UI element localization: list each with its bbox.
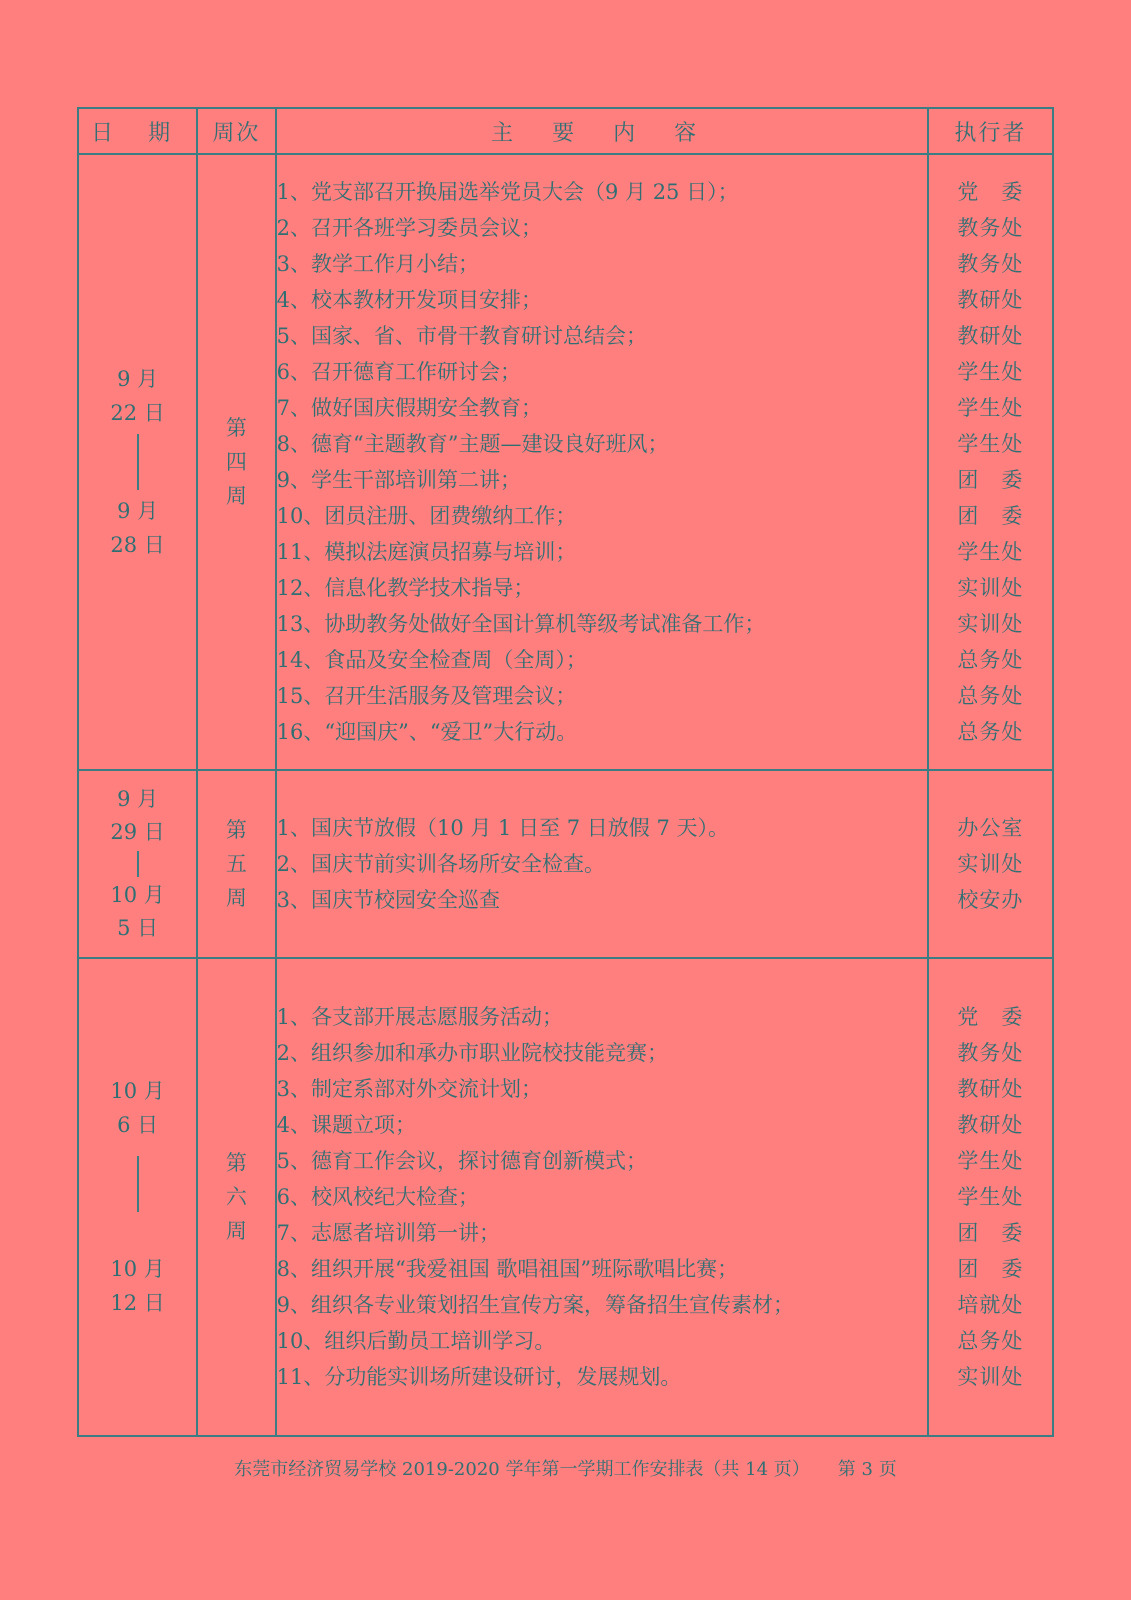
page-footer — [0, 1455, 1131, 1481]
items-cell — [276, 154, 928, 770]
week-cell — [197, 770, 275, 958]
week-char: 第 — [225, 818, 247, 842]
list-item: 12、信息化教学技术指导； — [276, 576, 535, 600]
date-start-day: 29 日 — [110, 820, 165, 844]
executor-cell — [928, 770, 1053, 958]
week-cell — [197, 958, 275, 1436]
executor: 教研处 — [957, 288, 1024, 312]
date-start-month: 10 月 — [110, 1079, 165, 1103]
list-item: 2、组织参加和承办市职业院校技能竞赛； — [276, 1041, 668, 1065]
list-item: 10、组织后勤员工培训学习。 — [276, 1329, 556, 1353]
executor: 教务处 — [957, 216, 1024, 240]
executor: 学生处 — [957, 1149, 1024, 1173]
list-item: 6、召开德育工作研讨会； — [276, 360, 521, 384]
executor: 培就处 — [957, 1293, 1024, 1317]
page-number: 第 3 页 — [837, 1459, 897, 1480]
date-start-day: 6 日 — [117, 1113, 159, 1137]
date-cell — [78, 154, 197, 770]
executor: 教研处 — [957, 1113, 1024, 1137]
list-item: 7、志愿者培训第一讲； — [276, 1221, 500, 1245]
list-item: 1、党支部召开换届选举党员大会（9 月 25 日）； — [276, 180, 739, 204]
executor: 学生处 — [957, 396, 1024, 420]
list-item: 1、各支部开展志愿服务活动； — [276, 1005, 563, 1029]
date-end-month: 9 月 — [117, 499, 159, 523]
schedule-table — [77, 107, 1054, 1437]
executor: 教研处 — [957, 1077, 1024, 1101]
executor: 实训处 — [957, 576, 1024, 600]
executor: 总务处 — [957, 684, 1024, 708]
list-item: 11、分功能实训场所建设研讨，发展规划。 — [276, 1365, 682, 1389]
list-item: 2、国庆节前实训各场所安全检查。 — [276, 852, 605, 876]
date-end-day: 28 日 — [110, 533, 165, 557]
table-row — [78, 770, 1053, 958]
list-item: 13、协助教务处做好全国计算机等级考试准备工作； — [276, 612, 766, 636]
list-item: 5、国家、省、市骨干教育研讨总结会； — [276, 324, 647, 348]
table-row — [78, 958, 1053, 1436]
date-range-line — [137, 434, 139, 490]
executor: 团 委 — [957, 1257, 1024, 1281]
executor: 实训处 — [957, 852, 1024, 876]
list-item: 4、校本教材开发项目安排； — [276, 288, 542, 312]
week-char: 第 — [225, 1151, 247, 1175]
executor-cell — [928, 958, 1053, 1436]
list-item: 3、教学工作月小结； — [276, 252, 479, 276]
date-end-day: 12 日 — [110, 1291, 165, 1315]
items-cell — [276, 958, 928, 1436]
list-item: 9、组织各专业策划招生宣传方案，筹备招生宣传素材； — [276, 1293, 794, 1317]
executor: 教研处 — [957, 324, 1024, 348]
header-executor: 执行者 — [928, 108, 1053, 154]
week-cell — [197, 154, 275, 770]
table-row — [78, 154, 1053, 770]
list-item: 6、校风校纪大检查； — [276, 1185, 479, 1209]
date-end-month: 10 月 — [110, 1257, 165, 1281]
date-range-line — [137, 1156, 139, 1212]
list-item: 4、课题立项； — [276, 1113, 416, 1137]
executor: 总务处 — [957, 1329, 1024, 1353]
week-char: 周 — [225, 484, 247, 508]
date-range-line — [137, 851, 139, 877]
header-week: 周次 — [197, 108, 275, 154]
week-char: 六 — [225, 1185, 247, 1209]
week-char: 周 — [225, 1219, 247, 1243]
executor: 实训处 — [957, 1365, 1024, 1389]
executor: 党 委 — [957, 1005, 1024, 1029]
list-item: 15、召开生活服务及管理会议； — [276, 684, 577, 708]
week-char: 四 — [225, 450, 247, 474]
list-item: 8、德育“主题教育”主题—建设良好班风； — [276, 432, 669, 456]
executor: 学生处 — [957, 432, 1024, 456]
list-item: 8、组织开展“我爱祖国 歌唱祖国”班际歌唱比赛； — [276, 1257, 739, 1281]
list-item: 16、“迎国庆”、“爱卫”大行动。 — [276, 720, 578, 744]
list-item: 10、团员注册、团费缴纳工作； — [276, 504, 577, 528]
list-item: 9、学生干部培训第二讲； — [276, 468, 521, 492]
executor: 党 委 — [957, 180, 1024, 204]
executor: 学生处 — [957, 1185, 1024, 1209]
executor: 实训处 — [957, 612, 1024, 636]
list-item: 3、国庆节校园安全巡查 — [276, 888, 500, 912]
list-item: 14、食品及安全检查周（全周）； — [276, 648, 587, 672]
list-item: 5、德育工作会议，探讨德育创新模式； — [276, 1149, 647, 1173]
week-char: 五 — [225, 852, 247, 876]
week-char: 第 — [225, 416, 247, 440]
footer-title: 东莞市经济贸易学校 2019-2020 学年第一学期工作安排表（共 14 页） — [234, 1459, 810, 1480]
executor: 办公室 — [957, 816, 1024, 840]
executor: 总务处 — [957, 720, 1024, 744]
executor: 团 委 — [957, 1221, 1024, 1245]
date-start-month: 9 月 — [117, 787, 159, 811]
date-end-day: 5 日 — [117, 916, 159, 940]
list-item: 7、做好国庆假期安全教育； — [276, 396, 542, 420]
list-item: 11、模拟法庭演员招募与培训； — [276, 540, 577, 564]
date-cell — [78, 770, 197, 958]
executor-cell — [928, 154, 1053, 770]
header-content: 主 要 内 容 — [276, 108, 928, 154]
week-char: 周 — [225, 886, 247, 910]
executor: 教务处 — [957, 252, 1024, 276]
date-start-day: 22 日 — [110, 401, 165, 425]
date-cell — [78, 958, 197, 1436]
list-item: 2、召开各班学习委员会议； — [276, 216, 542, 240]
header-date: 日 期 — [78, 108, 197, 154]
date-start-month: 9 月 — [117, 367, 159, 391]
executor: 团 委 — [957, 504, 1024, 528]
executor: 团 委 — [957, 468, 1024, 492]
executor: 学生处 — [957, 540, 1024, 564]
date-end-month: 10 月 — [110, 883, 165, 907]
list-item: 1、国庆节放假（10 月 1 日至 7 日放假 7 天）。 — [276, 816, 730, 840]
executor: 学生处 — [957, 360, 1024, 384]
executor: 总务处 — [957, 648, 1024, 672]
items-cell — [276, 770, 928, 958]
list-item: 3、制定系部对外交流计划； — [276, 1077, 542, 1101]
header-row — [78, 108, 1053, 154]
executor: 教务处 — [957, 1041, 1024, 1065]
executor: 校安办 — [957, 888, 1024, 912]
